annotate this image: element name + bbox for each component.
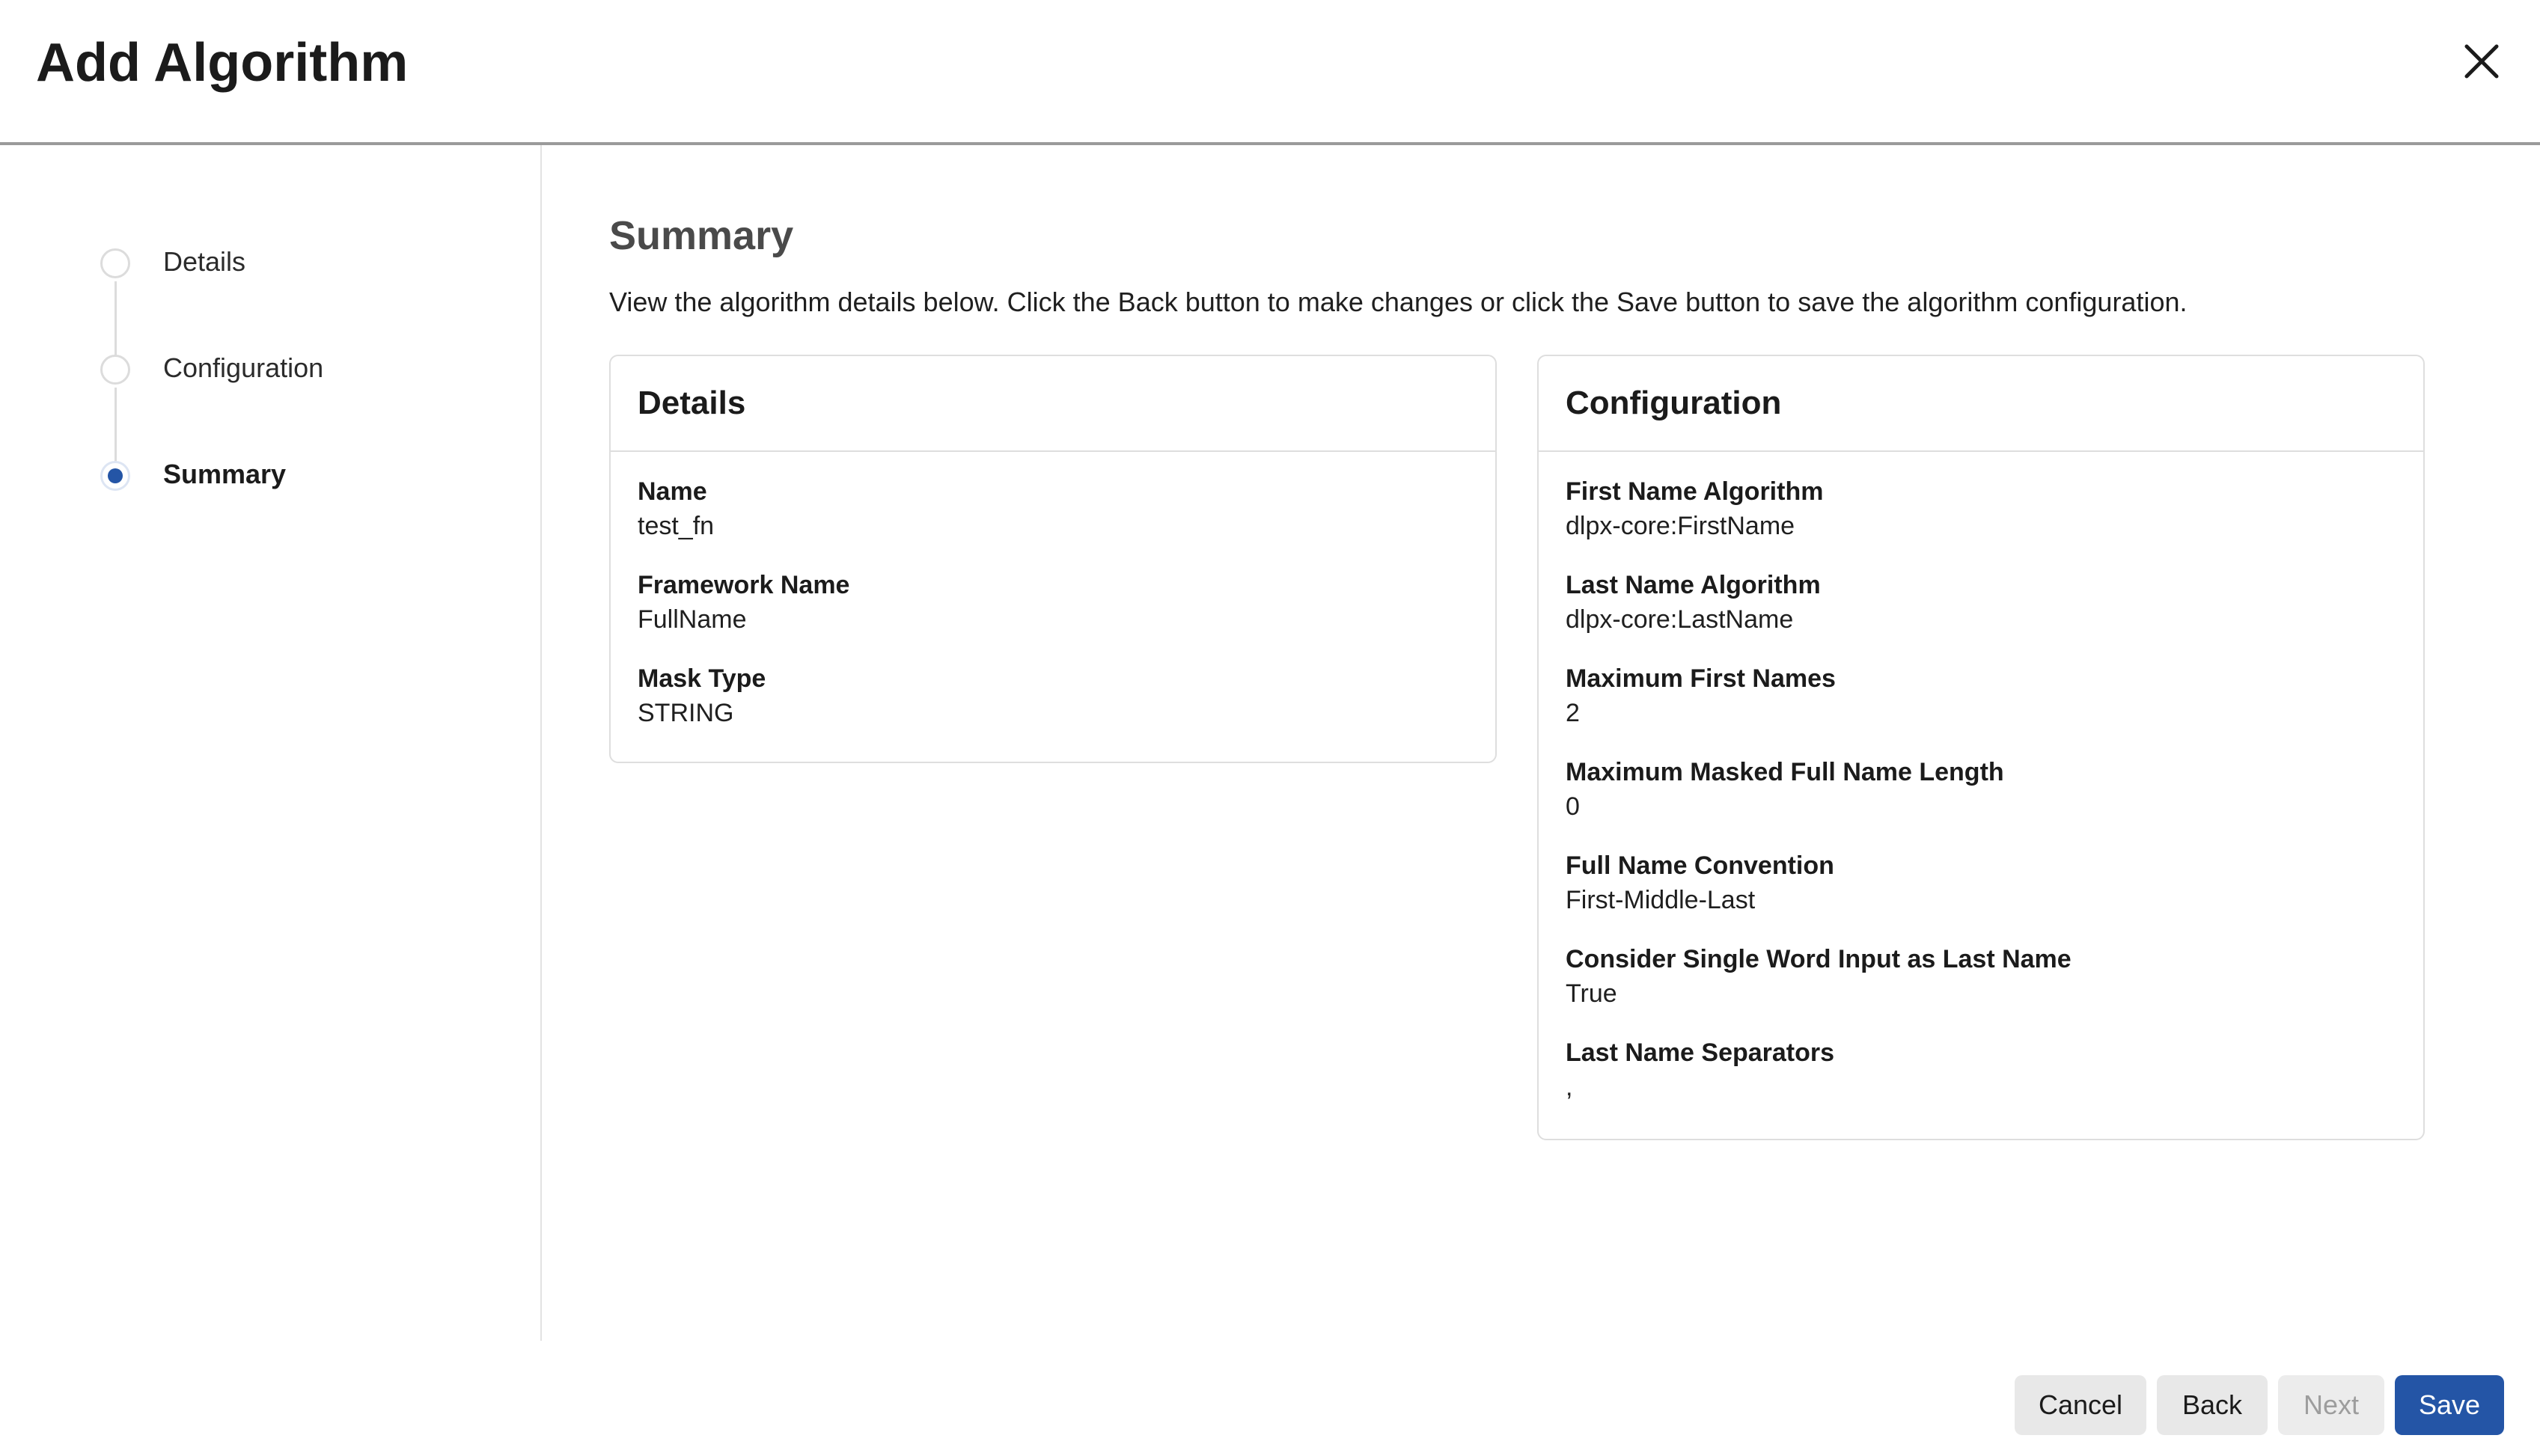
configuration-card [1537,355,2425,1140]
field-label: Consider Single Word Input as Last Name [1566,945,2072,973]
step-indicator [100,248,130,278]
field-maximum-first-names [1566,661,2396,755]
field-full-name-convention [1566,848,2396,942]
card-title: Details [638,385,746,421]
step-indicator [100,355,130,385]
section-title: Summary [609,213,794,258]
dialog-footer [2015,1375,2504,1435]
stepper-connector [115,281,117,356]
field-framework-name [638,568,1468,661]
close-button[interactable] [2459,39,2504,84]
field-label: Full Name Convention [1566,851,1834,880]
field-value: test_fn [638,512,715,540]
close-icon [2459,39,2504,84]
card-body [1539,452,2423,1144]
field-mask-type [638,661,1468,755]
field-label: Mask Type [638,664,766,693]
step-indicator-active [100,461,130,491]
field-first-name-algorithm [1566,474,2396,568]
save-button[interactable]: Save [2395,1375,2504,1435]
field-name [638,474,1468,568]
dialog-header [0,0,2540,145]
card-body [611,452,1495,770]
field-value: dlpx-core:LastName [1566,605,1794,634]
field-last-name-algorithm [1566,568,2396,661]
field-value: FullName [638,605,747,634]
field-label: Maximum First Names [1566,664,1836,693]
section-description: View the algorithm details below. Click the Back button to make changes or click the Save button to save the algorithm configuration. [609,287,2188,317]
step-label: Configuration [163,352,324,383]
next-button[interactable]: Next [2278,1375,2384,1435]
field-value: True [1566,979,1617,1008]
field-value: First-Middle-Last [1566,886,1756,914]
field-last-name-separators [1566,1036,2396,1129]
field-label: Maximum Masked Full Name Length [1566,758,2004,786]
field-value: , [1566,1073,1573,1101]
cancel-button[interactable]: Cancel [2015,1375,2146,1435]
card-title: Configuration [1566,385,1782,421]
stepper-sidebar [0,145,542,1341]
field-label: Last Name Algorithm [1566,571,1821,599]
details-card [609,355,1497,763]
field-maximum-masked-length [1566,755,2396,848]
field-value: dlpx-core:FirstName [1566,512,1795,540]
field-value: STRING [638,699,734,727]
field-label: Last Name Separators [1566,1039,1835,1067]
field-single-word-last-name [1566,942,2396,1036]
field-label: First Name Algorithm [1566,477,1824,506]
step-label: Summary [163,459,287,489]
stepper-connector [115,388,117,465]
back-button[interactable]: Back [2157,1375,2268,1435]
card-header [1539,356,2423,452]
field-value: 0 [1566,792,1580,821]
step-label: Details [163,246,246,277]
field-label: Name [638,477,707,506]
field-value: 2 [1566,699,1580,727]
dialog-title: Add Algorithm [36,33,409,93]
field-label: Framework Name [638,571,850,599]
card-header [611,356,1495,452]
